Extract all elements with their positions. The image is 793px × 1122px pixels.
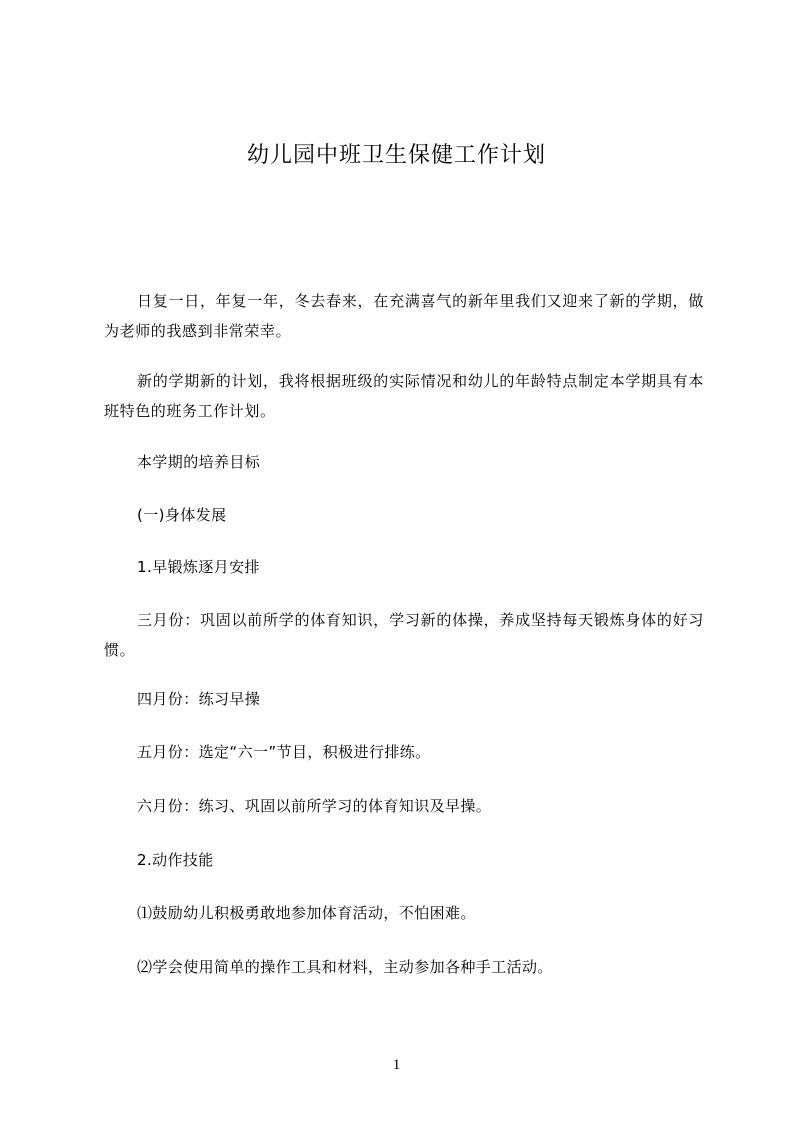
paragraph-march: 三月份：巩固以前所学的体育知识，学习新的体操，养成坚持每天锻炼身体的好习惯。	[104, 611, 704, 659]
heading-motor-skills: 2.动作技能	[137, 851, 214, 869]
page-number: 1	[392, 1057, 401, 1073]
heading-goals: 本学期的培养目标	[137, 453, 261, 471]
paragraph-april: 四月份：练习早操	[137, 690, 261, 708]
heading-physical-development: (一)身体发展	[137, 506, 227, 524]
paragraph-may: 五月份：选定“六一”节目，积极进行排练。	[137, 743, 431, 761]
list-item-2: ⑵学会使用简单的操作工具和材料，主动参加各种手工活动。	[137, 958, 553, 976]
paragraph-intro: 日复一日，年复一年，冬去春来，在充满喜气的新年里我们又迎来了新的学期，做为老师的我感到非常荣幸。	[104, 292, 704, 340]
paragraph-plan: 新的学期新的计划，我将根据班级的实际情况和幼儿的年龄特点制定本学期具有本班特色的班务工作计划。	[104, 372, 704, 420]
heading-morning-exercise: 1.早锻炼逐月安排	[137, 558, 260, 576]
list-item-1: ⑴鼓励幼儿积极勇敢地参加体育活动，不怕困难。	[137, 904, 476, 922]
document-title: 幼儿园中班卫生保健工作计划	[246, 143, 546, 168]
paragraph-june: 六月份：练习、巩固以前所学习的体育知识及早操。	[137, 797, 492, 815]
